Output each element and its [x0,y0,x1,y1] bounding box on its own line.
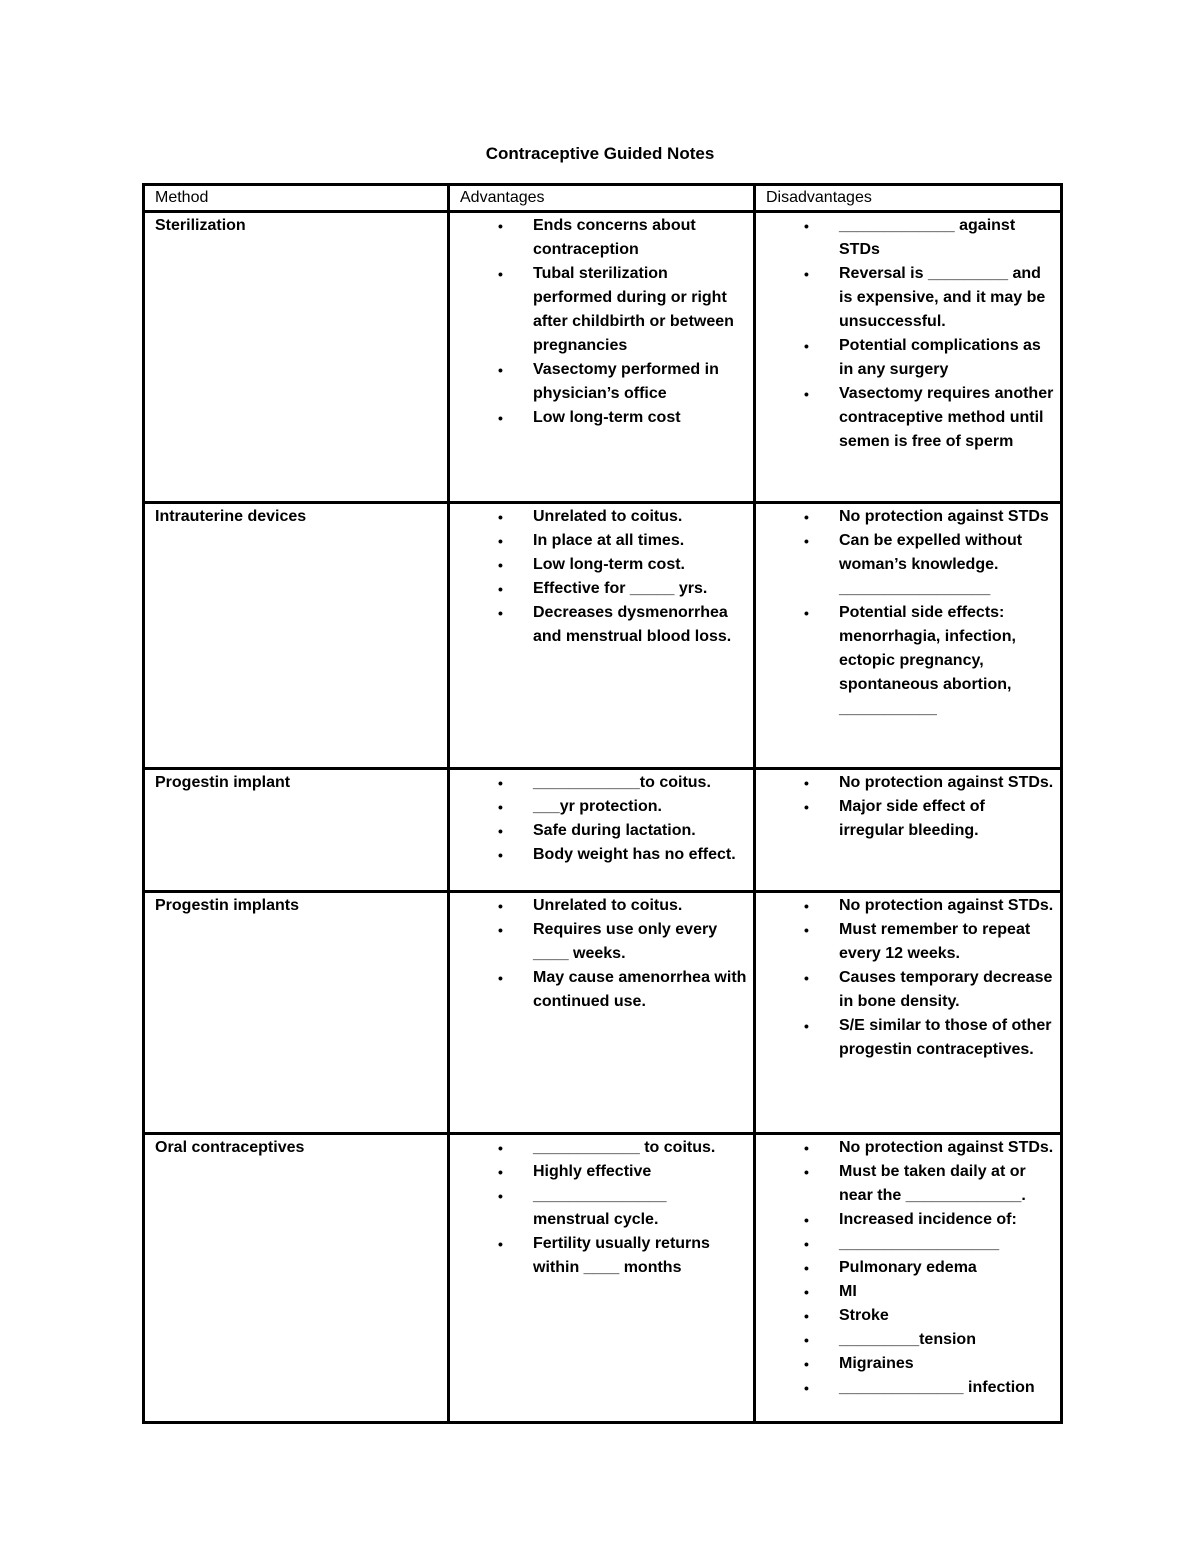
list-item: • Pulmonary edema [756,1256,1054,1280]
list-item: • Increased incidence of: [756,1208,1054,1232]
table-row [144,503,1062,769]
list-item: • No protection against STDs. [756,1136,1054,1160]
list-item: • Low long-term cost. [450,553,747,577]
disadvantages-cell [755,1134,1062,1423]
list-item: • No protection against STDs. [756,894,1054,918]
method-header: Method [144,185,449,212]
header-row [144,185,1062,212]
list-item: • Fertility usually returns within ____ months [450,1232,747,1280]
list-item: • Effective for _____ yrs. [450,577,747,601]
list-item: • __________________ [756,1232,1054,1256]
list-item: • Low long-term cost [450,406,747,430]
list-item: • Reversal is _________ and is expensive, and it may be unsuccessful. [756,262,1054,334]
list-item: • Potential side effects: menorrhagia, infection, ectopic pregnancy, spontaneous abortion, ___________ [756,601,1054,721]
method-cell: Intrauterine devices [144,503,449,769]
list-item: • _______________ menstrual cycle. [450,1184,747,1232]
disadvantages-cell [755,892,1062,1134]
table-row [144,212,1062,503]
method-cell: Progestin implant [144,769,449,892]
advantages-cell [449,212,755,503]
list-item: • Tubal sterilization performed during or right after childbirth or between pregnancies [450,262,747,358]
list-item: • Body weight has no effect. [450,843,747,867]
list-item: • ____________ to coitus. [450,1136,747,1160]
list-item: • Can be expelled without woman’s knowledge. [756,529,1054,577]
list-item: • Safe during lactation. [450,819,747,843]
list-item: • ____________to coitus. [450,771,747,795]
list-item: • Migraines [756,1352,1054,1376]
method-cell: Oral contraceptives [144,1134,449,1423]
list-item: • Potential complications as in any surgery [756,334,1054,382]
contraceptive-table [142,183,1063,1424]
list-item: • Requires use only every ____ weeks. [450,918,747,966]
list-item: • No protection against STDs. [756,771,1054,795]
disadvantages-cell [755,769,1062,892]
table-row [144,769,1062,892]
table-row [144,1134,1062,1423]
list-item: • Unrelated to coitus. [450,894,747,918]
list-item: • ______________ infection [756,1376,1054,1400]
list-item: • S/E similar to those of other progestin contraceptives. [756,1014,1054,1062]
list-item: • ___yr protection. [450,795,747,819]
advantages-cell [449,769,755,892]
list-item: • Vasectomy requires another contraceptive method until semen is free of sperm [756,382,1054,454]
list-item: • MI [756,1280,1054,1304]
list-item: • No protection against STDs [756,505,1054,529]
list-item: • Stroke [756,1304,1054,1328]
list-item: _________________ [839,580,991,597]
advantages-cell [449,1134,755,1423]
list-item: • Decreases dysmenorrhea and menstrual blood loss. [450,601,747,649]
list-item: • Major side effect of irregular bleeding. [756,795,1054,843]
list-item: • Vasectomy performed in physician’s office [450,358,747,406]
list-item: • _________tension [756,1328,1054,1352]
list-item: • Unrelated to coitus. [450,505,747,529]
list-item: • Ends concerns about contraception [450,214,747,262]
method-cell: Progestin implants [144,892,449,1134]
method-cell: Sterilization [144,212,449,503]
list-item: • Must be taken daily at or near the _____________. [756,1160,1054,1208]
page-title: Contraceptive Guided Notes [485,144,715,163]
disadvantages-header: Disadvantages [755,185,1062,212]
list-item: • In place at all times. [450,529,747,553]
list-item: • Causes temporary decrease in bone density. [756,966,1054,1014]
advantages-cell [449,892,755,1134]
table-row [144,892,1062,1134]
list-item: • May cause amenorrhea with continued use. [450,966,747,1014]
disadvantages-cell [755,212,1062,503]
list-item: • Must remember to repeat every 12 weeks. [756,918,1054,966]
advantages-header: Advantages [449,185,755,212]
list-item: • Highly effective [450,1160,747,1184]
disadvantages-cell [755,503,1062,769]
list-item: • _____________ against STDs [756,214,1054,262]
advantages-cell [449,503,755,769]
